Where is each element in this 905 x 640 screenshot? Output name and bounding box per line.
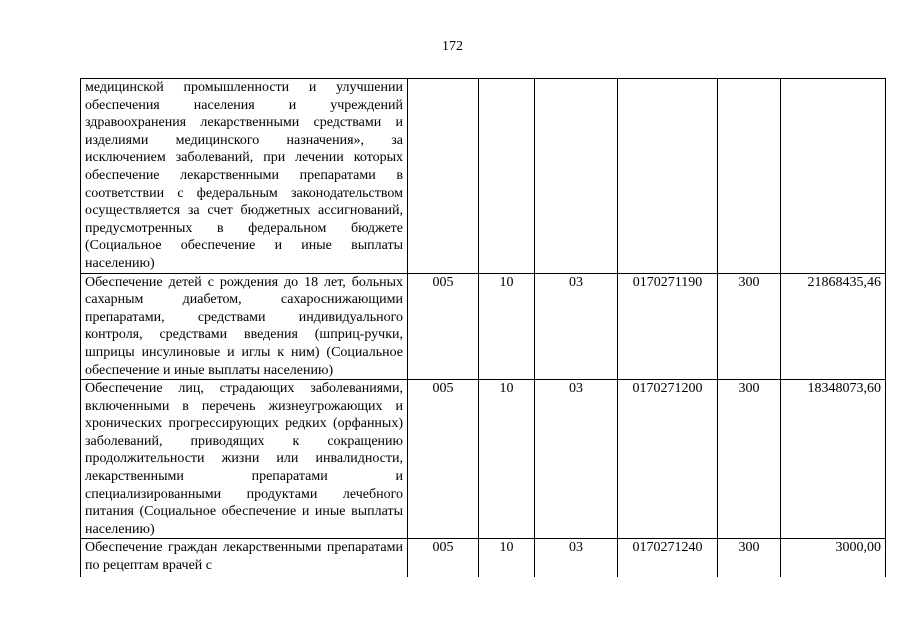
table-row — [81, 273, 886, 380]
row-description: медицинской промышленности и улучшении обеспечения населения и учреждений здравоохранения лекарственными средствами и изделиями медицинского назначения», за исключением заболеваний, при лечении которых обеспечение лекарственными препаратами в соответствии с федеральным законодательством осуществляется за счет бюджетных ассигнований, предусмотренных в федеральном бюджете (Социальное обеспечение и иные выплаты населению) — [81, 79, 408, 274]
row-section-code: 10 — [479, 539, 535, 577]
row-expense-type — [718, 79, 781, 274]
row-expense-type: 300 — [718, 380, 781, 539]
row-target-article: 0170271190 — [618, 273, 718, 380]
row-description: Обеспечение детей с рождения до 18 лет, больных сахарным диабетом, сахароснижающими препаратами, средствами индивидуального контроля, средствами введения (шприц-ручки, шприцы инсулиновые и иглы к ним) (Социальное обеспечение и иные выплаты населению) — [81, 273, 408, 380]
row-subsection-code: 03 — [535, 539, 618, 577]
row-ministry-code: 005 — [408, 539, 479, 577]
row-amount: 21868435,46 — [781, 273, 886, 380]
row-amount: 3000,00 — [781, 539, 886, 577]
row-description: Обеспечение лиц, страдающих заболеваниями, включенными в перечень жизнеугрожающих и хронических прогрессирующих редких (орфанных) заболеваний, приводящих к сокращению продолжительности жизни или инвалидности, лекарственными препаратами и специализированными продуктами лечебного питания (Социальное обеспечение и иные выплаты населению) — [81, 380, 408, 539]
row-section-code: 10 — [479, 380, 535, 539]
row-subsection-code — [535, 79, 618, 274]
row-target-article: 0170271200 — [618, 380, 718, 539]
row-subsection-code: 03 — [535, 273, 618, 380]
row-subsection-code: 03 — [535, 380, 618, 539]
row-target-article: 0170271240 — [618, 539, 718, 577]
row-ministry-code: 005 — [408, 273, 479, 380]
row-expense-type: 300 — [718, 273, 781, 380]
page-number: 172 — [442, 39, 463, 54]
row-ministry-code — [408, 79, 479, 274]
row-expense-type: 300 — [718, 539, 781, 577]
row-description: Обеспечение граждан лекарственными препаратами по рецептам врачей с — [85, 540, 403, 574]
table-row — [81, 539, 886, 577]
budget-table — [80, 78, 886, 577]
row-section-code: 10 — [479, 273, 535, 380]
table-row — [81, 380, 886, 539]
row-amount: 18348073,60 — [781, 380, 886, 539]
row-amount — [781, 79, 886, 274]
row-target-article — [618, 79, 718, 274]
row-ministry-code: 005 — [408, 380, 479, 539]
table-row — [81, 79, 886, 274]
row-section-code — [479, 79, 535, 274]
